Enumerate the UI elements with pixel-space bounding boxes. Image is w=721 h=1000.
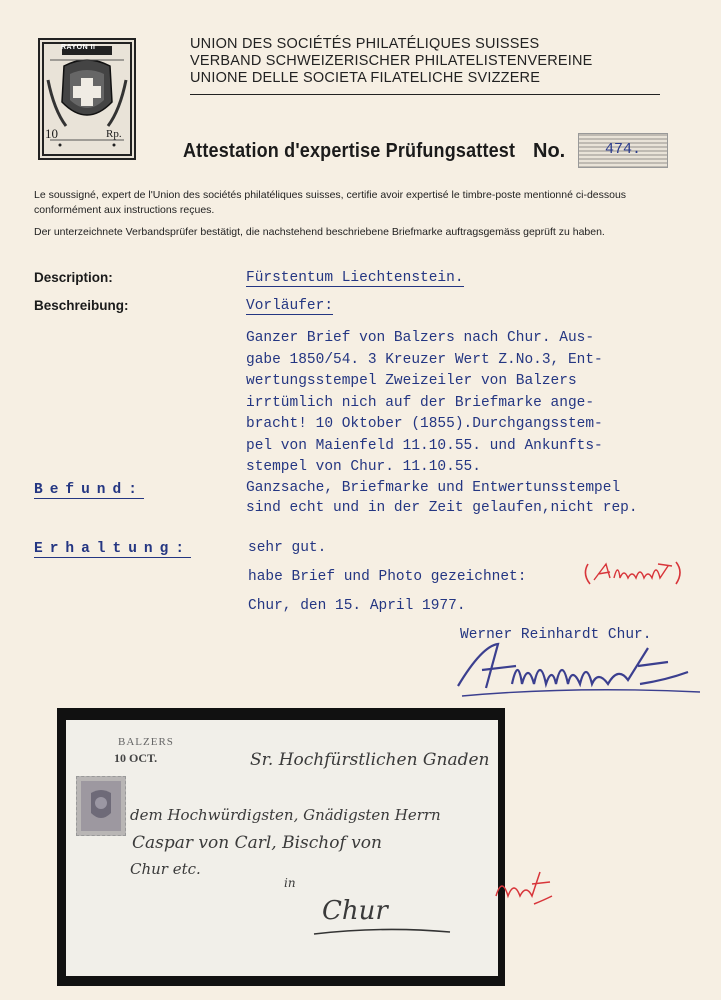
cover-red-signature-icon — [494, 866, 554, 910]
intro-german: Der unterzeichnete Verbandsprüfer bestätigt, die nachstehend beschriebene Briefmarke auftragsgemäss geprüft zu haben. — [34, 226, 605, 238]
intro-french: Le soussigné, expert de l'Union des sociétés philatéliques suisses, certifie avoir expertisé le timbre-poste mentionné ci-dessous conformément aux instructions reçues. — [34, 189, 627, 216]
cover-address-line5: in — [284, 876, 296, 890]
coat-of-arms-icon — [77, 777, 125, 835]
description-line: stempel von Chur. 11.10.55. — [246, 459, 481, 475]
logo-top-text: RAYON II — [61, 44, 96, 51]
expert-signature-icon — [452, 636, 704, 702]
description-country: Fürstentum Liechtenstein. — [246, 270, 464, 286]
header-line-de: VERBAND SCHWEIZERISCHER PHILATELISTENVEREINE — [190, 53, 593, 69]
expert-name: Werner Reinhardt Chur. — [460, 627, 652, 643]
cover-address-line2: dem Hochwürdigsten, Gnädigsten Herrn — [130, 806, 441, 824]
befund-line: sind echt und in der Zeit gelaufen,nicht rep. — [246, 500, 638, 516]
description-subtitle: Vorläufer: — [246, 298, 334, 314]
cover-address-line3: Caspar von Carl, Bischof von — [132, 833, 382, 853]
description-line: gabe 1850/54. 3 Kreuzer Wert Z.No.3, Ent- — [246, 351, 603, 368]
number-label: No. — [533, 140, 566, 162]
erhaltung-label: Erhaltung: — [34, 541, 192, 557]
postmark-date: 10 OCT. — [114, 751, 158, 765]
cover-destination: Chur — [322, 896, 388, 926]
befund-label: Befund: — [34, 482, 144, 498]
description-line: Ganzer Brief von Balzers nach Chur. Aus- — [246, 330, 595, 346]
postmark-town: BALZERS — [118, 736, 174, 748]
cover-address-line1: Sr. Hochfürstlichen Gnaden — [250, 750, 490, 770]
place-date: Chur, den 15. April 1977. — [248, 598, 466, 614]
befund-text — [246, 478, 638, 518]
header-line-it: UNIONE DELLE SOCIETA FILATELICHE SVIZZERE — [190, 70, 541, 86]
red-signature-icon — [582, 558, 686, 588]
header-line-fr: UNION DES SOCIÉTÉS PHILATÉLIQUES SUISSES — [190, 36, 540, 52]
certificate-number: 474. — [605, 141, 642, 158]
description-line: irrtümlich nich auf der Briefmarke ange- — [246, 394, 595, 411]
signed-statement: habe Brief und Photo gezeichnet: — [248, 569, 527, 585]
description-body — [246, 328, 603, 479]
header-rule — [190, 94, 660, 95]
befund-line: Ganzsache, Briefmarke und Entwertunsstempel — [246, 480, 621, 496]
logo-right-value: Rp. — [106, 128, 122, 140]
certificate-title: Attestation d'expertise Prüfungsattest — [183, 140, 516, 162]
cover-underline-icon — [312, 926, 452, 940]
description-line: bracht! 10 Oktober (1855).Durchgangsstem- — [246, 416, 603, 432]
description-line: pel von Maienfeld 11.10.55. und Ankunfts- — [246, 437, 603, 454]
logo-left-value: 10 — [45, 126, 58, 141]
cover-address-line4: Chur etc. — [130, 860, 201, 878]
label-description: Description: — [34, 270, 113, 285]
erhaltung-value: sehr gut. — [248, 540, 327, 556]
label-beschreibung: Beschreibung: — [34, 298, 129, 313]
postage-stamp — [76, 776, 126, 836]
description-line: wertungsstempel Zweizeiler von Balzers — [246, 373, 577, 389]
